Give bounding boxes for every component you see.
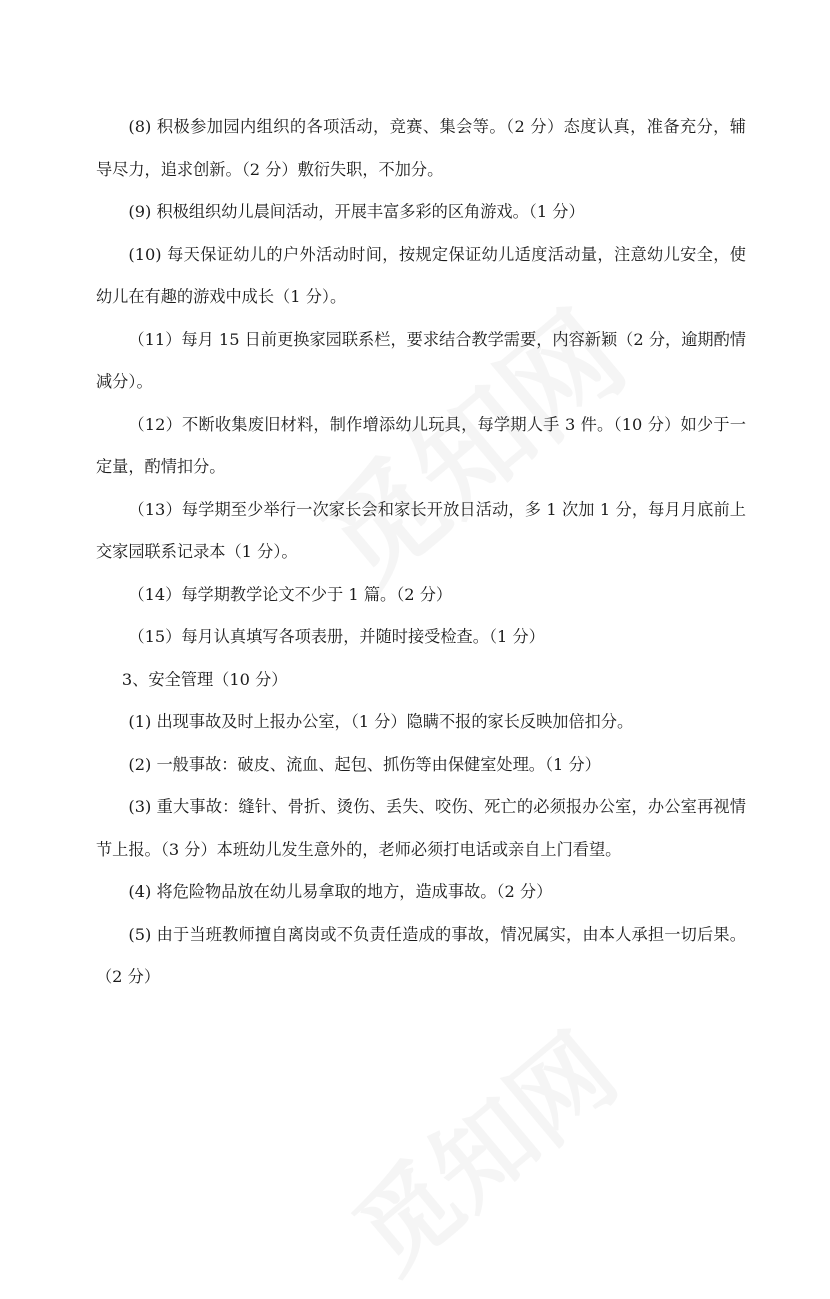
paragraph-item-9: (9) 积极组织幼儿晨间活动，开展丰富多彩的区角游戏。（1 分） xyxy=(128,202,585,221)
paragraph-item-13: （13）每学期至少举行一次家长会和家长开放日活动，多 1 次加 1 分，每月月底前上交家园联系记录本（1 分）。 xyxy=(96,499,746,561)
safety-item-2: (2) 一般事故：破皮、流血、起包、抓伤等由保健室处理。（1 分） xyxy=(128,754,601,774)
paragraph-item-11: （11）每月 15 日前更换家园联系栏，要求结合教学需要，内容新颖（2 分，逾期酌情减分）。 xyxy=(96,329,746,391)
safety-item-5: (5) 由于当班教师擅自离岗或不负责任造成的事故，情况属实，由本人承担一切后果。（2 分） xyxy=(96,924,746,986)
safety-item-3: (3) 重大事故：缝针、骨折、烫伤、丢失、咬伤、死亡的必须报办公室，办公室再视情节上报。（3 分）本班幼儿发生意外的，老师必须打电话或亲自上门看望。 xyxy=(96,797,746,859)
paragraph-item-15: （15）每月认真填写各项表册，并随时接受检查。（1 分） xyxy=(128,627,545,646)
safety-item-4: (4) 将危险物品放在幼儿易拿取的地方，造成事故。（2 分） xyxy=(128,882,553,901)
paragraph-item-10: (10) 每天保证幼儿的户外活动时间，按规定保证幼儿适度活动量，注意幼儿安全，使幼儿在有趣的游戏中成长（1 分）。 xyxy=(96,244,746,306)
safety-item-1: (1) 出现事故及时上报办公室，（1 分）隐瞒不报的家长反映加倍扣分。 xyxy=(128,712,634,731)
watermark-bottom xyxy=(319,995,641,1298)
paragraph-item-8: (8) 积极参加园内组织的各项活动，竞赛、集会等。（2 分）态度认真，准备充分，辅导尽力，追求创新。（2 分）敷衍失职，不加分。 xyxy=(96,117,746,179)
section-heading-safety: 3、安全管理（10 分） xyxy=(121,669,288,689)
paragraph-item-14: （14）每学期教学论文不少于 1 篇。（2 分） xyxy=(128,584,453,604)
document-page xyxy=(96,106,746,999)
paragraph-item-12: （12）不断收集废旧材料，制作增添幼儿玩具，每学期人手 3 件。（10 分）如少于一定量，酌情扣分。 xyxy=(96,414,746,476)
